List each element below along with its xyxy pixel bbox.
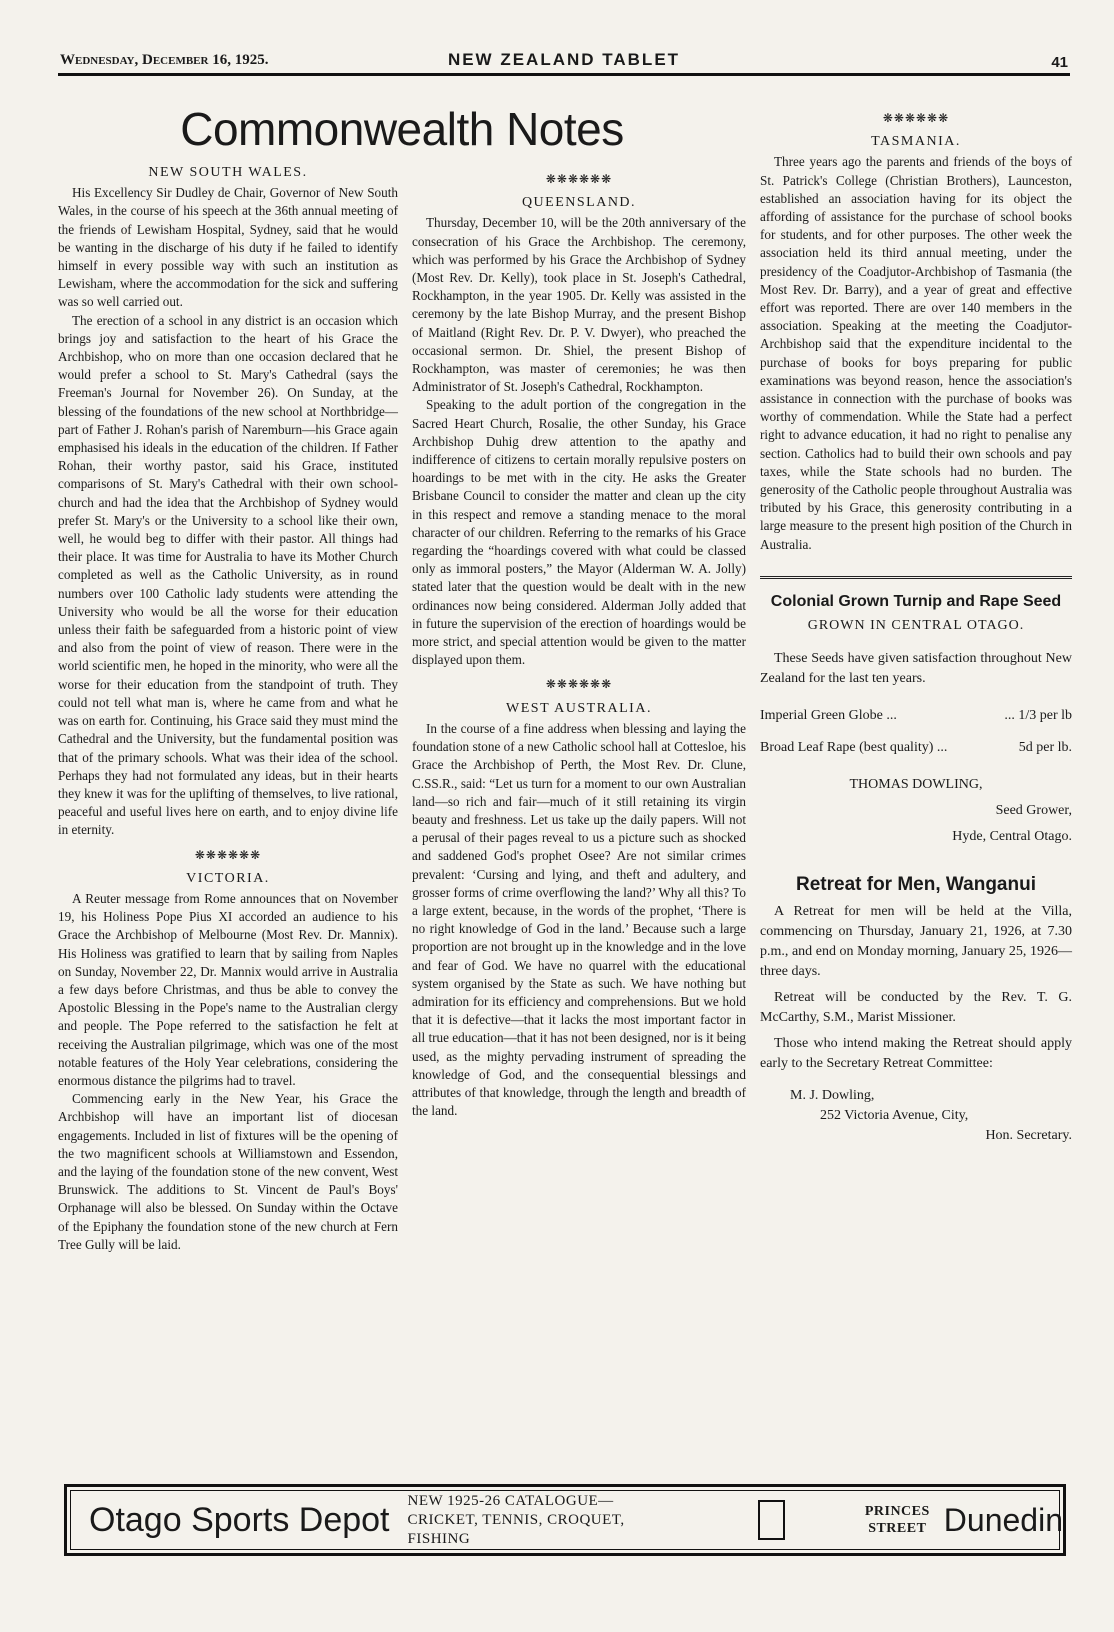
seed-advertisement: [760, 593, 1072, 850]
ornament-divider: ❋❋❋❋❋❋: [545, 677, 613, 692]
seller-role: Seed Grower,: [995, 802, 1072, 818]
street-line-2: STREET: [868, 1521, 927, 1536]
secretary-title: Hon. Secretary.: [985, 1127, 1072, 1143]
victoria-paragraph-2: Commencing early in the New Year, his Grace the Archbishop will have an important list of diocesan engagements. Included in list of fixtures will be the opening of the two magnificent schools at Williamstown and Essendon, and the laying of the foundation stone of the new convent, West Brunswick. The additions to St. Vincent de Paul's Boys' Orphanage will also be blessed. On Sunday within the Octave of the Epiphany the foundation stone of the new church at Fern Tree Gully will be laid.: [58, 1091, 398, 1252]
price-row: [760, 739, 1072, 757]
west-australia-heading: WEST AUSTRALIA.: [506, 700, 652, 716]
seed-ad-subtitle: GROWN IN CENTRAL OTAGO.: [807, 618, 1025, 634]
secretary-name: M. J. Dowling,: [790, 1087, 875, 1103]
queensland-paragraph-1: Thursday, December 10, will be the 20th anniversary of the consecration of his Grace the Archbishop. The ceremony, which was performed by his Grace the Archbishop of Sydney (Most Rev. Dr. Kelly), took place in St. Joseph's Cathedral, Rockhampton, in the year 1905. Dr. Kelly was assisted in the ceremony by the late Bishop Murray, and the present Bishop of Maitland (Right Rev. Dr. P. V. Dwyer), who preached the occasional sermon. Dr. Shiel, the present Bishop of Rockhampton, was master of ceremonies; he was then Administrator of St. Joseph's Cathedral, Rockhampton.: [412, 215, 746, 395]
street-line-1: PRINCES: [864, 1504, 930, 1519]
ornament-divider: ❋❋❋❋❋❋: [545, 172, 613, 186]
victoria-heading: VICTORIA.: [186, 870, 270, 886]
queensland-paragraph-2: Speaking to the adult portion of the congregation in the Sacred Heart Church, Rosalie, the other Sunday, his Grace Archbishop Duhig drew attention to the apathy and indifference of citizens to certain morally repulsive posters on hoardings to be met with in the city. He asks the Greater Brisbane Council to consider the matter and clean up the city in this respect and remove a standing menace to the moral character of our children. Referring to the remarks of his Grace regarding the “hoardings covered with what could be classed only as immoral posters,” the Mayor (Alderman W. A. Jolly) stated later that the question would be dealt with in the new ordinances now being considered. Alderman Jolly added that in future the supervision of the erection of hoardings would be more strict, and special attention would be given to the matter displayed upon them.: [412, 397, 746, 668]
issue-date: Wednesday, December 16, 1925.: [60, 52, 269, 68]
seed-ad-signature: [760, 772, 1072, 850]
secretary-address: 252 Victoria Avenue, City,: [820, 1107, 969, 1123]
tasmania-heading: TASMANIA.: [871, 134, 961, 150]
sports-depot-advertisement: [64, 1484, 1066, 1556]
city-name: Dunedin: [943, 1501, 1063, 1538]
ornament-divider: ❋❋❋❋❋❋: [194, 847, 262, 862]
advertiser-name: Otago Sports Depot: [89, 1500, 390, 1539]
nsw-paragraph-1: His Excellency Sir Dudley de Chair, Governor of New South Wales, in the course of his speech at the 36th annual meeting of the friends of Lewisham Hospital, Sydney, said that he would be wanting in the discharge of his duty if he failed to identify himself in every possible way with such an institution as Lewisham, where the accommodation for the sick and suffering was so well carried out.: [58, 185, 398, 310]
seller-place: Hyde, Central Otago.: [952, 828, 1072, 844]
section-rule: [760, 576, 1072, 579]
price-item-name: Broad Leaf Rape (best quality) ...: [760, 740, 948, 756]
price-item-name: Imperial Green Globe ...: [760, 708, 897, 724]
retreat-notice: [760, 873, 1072, 1146]
retreat-paragraph-2: Retreat will be conducted by the Rev. T. G. McCarthy, S.M., Marist Missioner.: [760, 989, 1072, 1025]
page-header: [58, 48, 1070, 76]
catalogue-text: [408, 1492, 662, 1549]
tasmania-paragraph-1: Three years ago the parents and friends of the boys of St. Patrick's College (Christian Brothers), Launceston, established an association having for its object the affording of assistance for the purchase of school books for students, and for other purposes. The other week the association held its third annual meeting, under the presidency of the Coadjutor-Archbishop of Tasmania (the Most Rev. Dr. Barry), and a year of great and effective effort was reported. There are over 140 members in the association. Speaking at the meeting the Coadjutor-Archbishop said that the expenditure incidental to the purchase of books for boys preparing for public examinations was beyond reason, hence the association's assistance in connection with the purchase of books was worthy of commendation. While the State had a perfect right to advance education, it had no right to penalise any section. Catholics had to build their own schools and pay taxes, while the State schools had no burden. The generosity of the Catholic people throughout Australia was tributed by his Grace, this generosity contributing in a large measure to the present high position of the Church in Australia.: [760, 154, 1072, 552]
seed-ad-title: Colonial Grown Turnip and Rape Seed: [770, 592, 1062, 610]
victoria-paragraph-1: A Reuter message from Rome announces that on November 19, his Holiness Pope Pius XI accorded an audience to his Grace the Archbishop of Melbourne (Most Rev. Dr. Mannix). His Holiness was gratified to learn that by sailing from Naples on Sunday, November 22, Dr. Mannix would arrive in Australia a few days before Christmas, and thus be able to convey the Apostolic Blessing in the Pope's name to the Australian clergy and people. The Pope referred to the satisfaction he felt at receiving the Australian pilgrimage, which was one of the most notable features of the Holy Year celebrations, considering the enormous distance the pilgrims had to travel.: [58, 890, 398, 1088]
page-number: 41: [1051, 54, 1068, 71]
nsw-heading: NEW SOUTH WALES.: [148, 165, 308, 180]
box-ornament-icon: [758, 1500, 785, 1540]
west-australia-paragraph-1: In the course of a fine address when blessing and laying the foundation stone of a new Catholic school hall at Cottesloe, his Grace the Archbishop of Perth, the Most Rev. Dr. Clune, C.SS.R., said: “Let us turn for a moment to our own Australian land—so rich and fair—much of it still retaining its virgin beauty and freshness. Let us take up the daily papers. Will not a perusal of their pages reveal to us a picture such as shocked and saddened God's prophet Osee? Are not similar crimes prevalent: ‘Cursing and lying, and theft and adultery, and grosser forms of crime overflowing the land?’ Why all this? To a large extent, because, in the words of the prophet, ‘There is no right knowledge of God in the land.’ Because such a large proportion are not brought up in the knowledge and in the love and fear of God. We have no quarrel with the educational system organised by the State as such. We have nothing but admiration for its efficiency and comprehensions. But we hold that it is defective—that it lacks the most important factor in all true education—that it has not been designed, nor is it being used, as the mighty pervading instrument of spreading the knowledge of God, and the consequential blessings and attributes of that knowledge, through the length and breadth of the land.: [412, 720, 747, 1119]
street-label: [865, 1503, 930, 1537]
price-row: [760, 707, 1072, 725]
column-2: [412, 164, 746, 1120]
ornament-divider: ❋❋❋❋❋❋: [882, 111, 950, 125]
nsw-paragraph-2: The erection of a school in any district is an occasion which brings joy and satisfaction to the heart of his Grace the Archbishop, who on more than one occasion declared that he would prefer a school to St. Mary's Cathedral (says the Freeman's Journal for November 26). On Sunday, at the blessing of the foundations of the new school at Northbridge—part of Father J. Rohan's parish of Naremburn—his Grace again emphasised his ideals in the education of the children. If Father Rohan, their worthy pastor, said his Grace, instituted comparisons of St. Mary's Cathedral with their own school-church and had the idea that the Archbishop of Sydney would prefer St. Mary's or the University to a school like their own, well, he would beg to differ with their pastor. All things had their place. It was time for Australia to have its Mother Church completed as well as the Catholic University, as in round numbers over 100 Catholic lady students were attending the University who would be all the worse for their education unless their faith be safeguarded from a historic point of view and also from the point of view of reason. There were in the world scientific men, he hoped in the minority, who were all the worse for their education from the standpoint of truth. They could not tell what man is, where he came from and what he was on earth for. Continuing, his Grace said they must mind the Cathedral and the University, but the fundamental position was that of the primary schools. What was their idea of the school. Perhaps they had not formulated any ideas, but in their hearts they knew it was for the uplifting of themselves, to live rational, peaceful and useful lives here on earth, and to enjoy divine life in eternity.: [58, 312, 398, 838]
catalogue-line-1: NEW 1925-26 CATALOGUE—: [407, 1492, 614, 1509]
column-3: [760, 103, 1072, 1146]
retreat-paragraph-1: A Retreat for men will be held at the Villa, commencing on Thursday, January 21, 1926, at 7.30 p.m., and end on Monday morning, January 25, 1926—three days.: [760, 903, 1072, 979]
queensland-heading: QUEENSLAND.: [521, 195, 637, 211]
paper-title: NEW ZEALAND TABLET: [447, 50, 681, 69]
page-headline: Commonwealth Notes: [180, 103, 624, 155]
column-1: [58, 160, 398, 1254]
price-item-value: 5d per lb.: [1018, 740, 1072, 756]
retreat-title: Retreat for Men, Wanganui: [796, 873, 1036, 895]
seller-name: THOMAS DOWLING,: [849, 776, 983, 792]
seed-ad-body: These Seeds have given satisfaction throughout New Zealand for the last ten years.: [760, 651, 1072, 687]
price-item-value: ... 1/3 per lb: [1004, 708, 1072, 724]
catalogue-line-2: CRICKET, TENNIS, CROQUET, FISHING: [407, 1511, 625, 1547]
retreat-paragraph-3: Those who intend making the Retreat should apply early to the Secretary Retreat Committee:: [760, 1035, 1072, 1071]
